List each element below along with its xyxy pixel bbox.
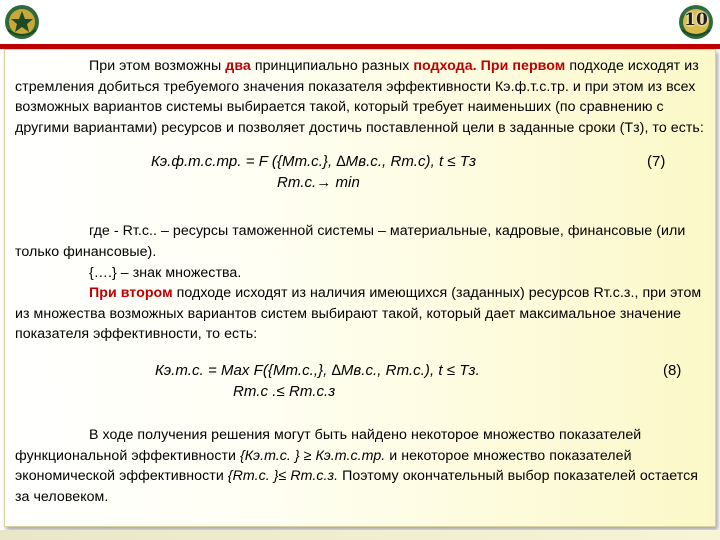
header-bar bbox=[0, 0, 720, 44]
text-run: где - Rт.с.. – ресурсы таможенной системы – материальные, кадровые, финансовые (или только финансовые). bbox=[15, 223, 686, 260]
spacer bbox=[15, 403, 707, 425]
formula-7-line-1: Кэ.ф.т.с.тр. = F ({Мт.с.}, ∆Мв.с., Rт.с), t ≤ Тз bbox=[151, 153, 477, 171]
text-run: {….} – знак множества. bbox=[89, 264, 242, 281]
highlight-first: При первом bbox=[480, 58, 566, 74]
highlight-approach: подхода bbox=[413, 58, 473, 74]
text-run: . bbox=[472, 58, 481, 74]
slide-body bbox=[15, 56, 707, 507]
text-run: подходе исходят из стремления добиться требуемого значения показателя эффективности Кэ.ф.т.с.тр. и при этом из всех возможных вариантов системы выбирается такой, который требует наименьших (по сравнению с другими вариантами) ресурсов и позволяет достичь поставленной цели в заданные сроки (Тз), то есть: bbox=[15, 58, 704, 136]
text-run: принципиально разных bbox=[250, 58, 414, 74]
formula-8-line-2: Rт.с .≤ Rт.с.з bbox=[233, 382, 336, 400]
formula-inline-economic: {Rт.с. }≤ Rт.с.з. bbox=[227, 468, 339, 485]
slide-number: 10 bbox=[684, 10, 708, 30]
paragraph-conclusion bbox=[15, 425, 707, 507]
formula-7 bbox=[15, 152, 707, 173]
text-run: подходе исходят из наличия имеющихся (заданных) ресурсов Rт.с.з., при этом из множества возможных вариантов систем выбирают такой, который дает максимальное значение показателя эффективности, то есть: bbox=[15, 285, 702, 343]
formula-8-number: (8) bbox=[663, 361, 682, 379]
text-run: Поэтому окончательный выбор показателей остается за человеком. bbox=[15, 468, 699, 505]
spacer bbox=[15, 138, 707, 152]
formula-inline-functional: {Кэ.т.с. } ≥ Кэ.т.с.тр. bbox=[240, 447, 386, 464]
text-run: В ходе получения решения могут быть найдено некоторое множество показателей функциональной эффективности bbox=[15, 426, 642, 464]
formula-8-constraint bbox=[15, 382, 707, 403]
formula-8-line-1: Кэ.т.с. = Max F({Мт.с.,}, ∆Мв.с., Rт.с.), t ≤ Тз. bbox=[155, 361, 480, 379]
paragraph-resources-definition bbox=[15, 221, 707, 262]
spacer bbox=[15, 345, 707, 361]
paragraph-first-approach bbox=[15, 56, 707, 138]
formula-7-line-2: Rт.с.→ min bbox=[277, 174, 360, 192]
spacer bbox=[15, 194, 707, 221]
highlight-two: два bbox=[225, 58, 251, 74]
text-run: При этом возможны bbox=[89, 58, 226, 74]
customs-emblem-icon bbox=[2, 2, 42, 42]
paragraph-second-approach bbox=[15, 283, 707, 345]
footer-strip bbox=[0, 530, 720, 540]
formula-7-number: (7) bbox=[647, 153, 666, 171]
formula-8 bbox=[15, 361, 707, 382]
text-run: и некоторое множество показателей экономической эффективности bbox=[15, 447, 632, 485]
highlight-second: При втором bbox=[89, 285, 173, 302]
paragraph-set-notation bbox=[15, 263, 707, 284]
formula-7-constraint bbox=[15, 173, 707, 194]
content-panel bbox=[4, 49, 716, 527]
